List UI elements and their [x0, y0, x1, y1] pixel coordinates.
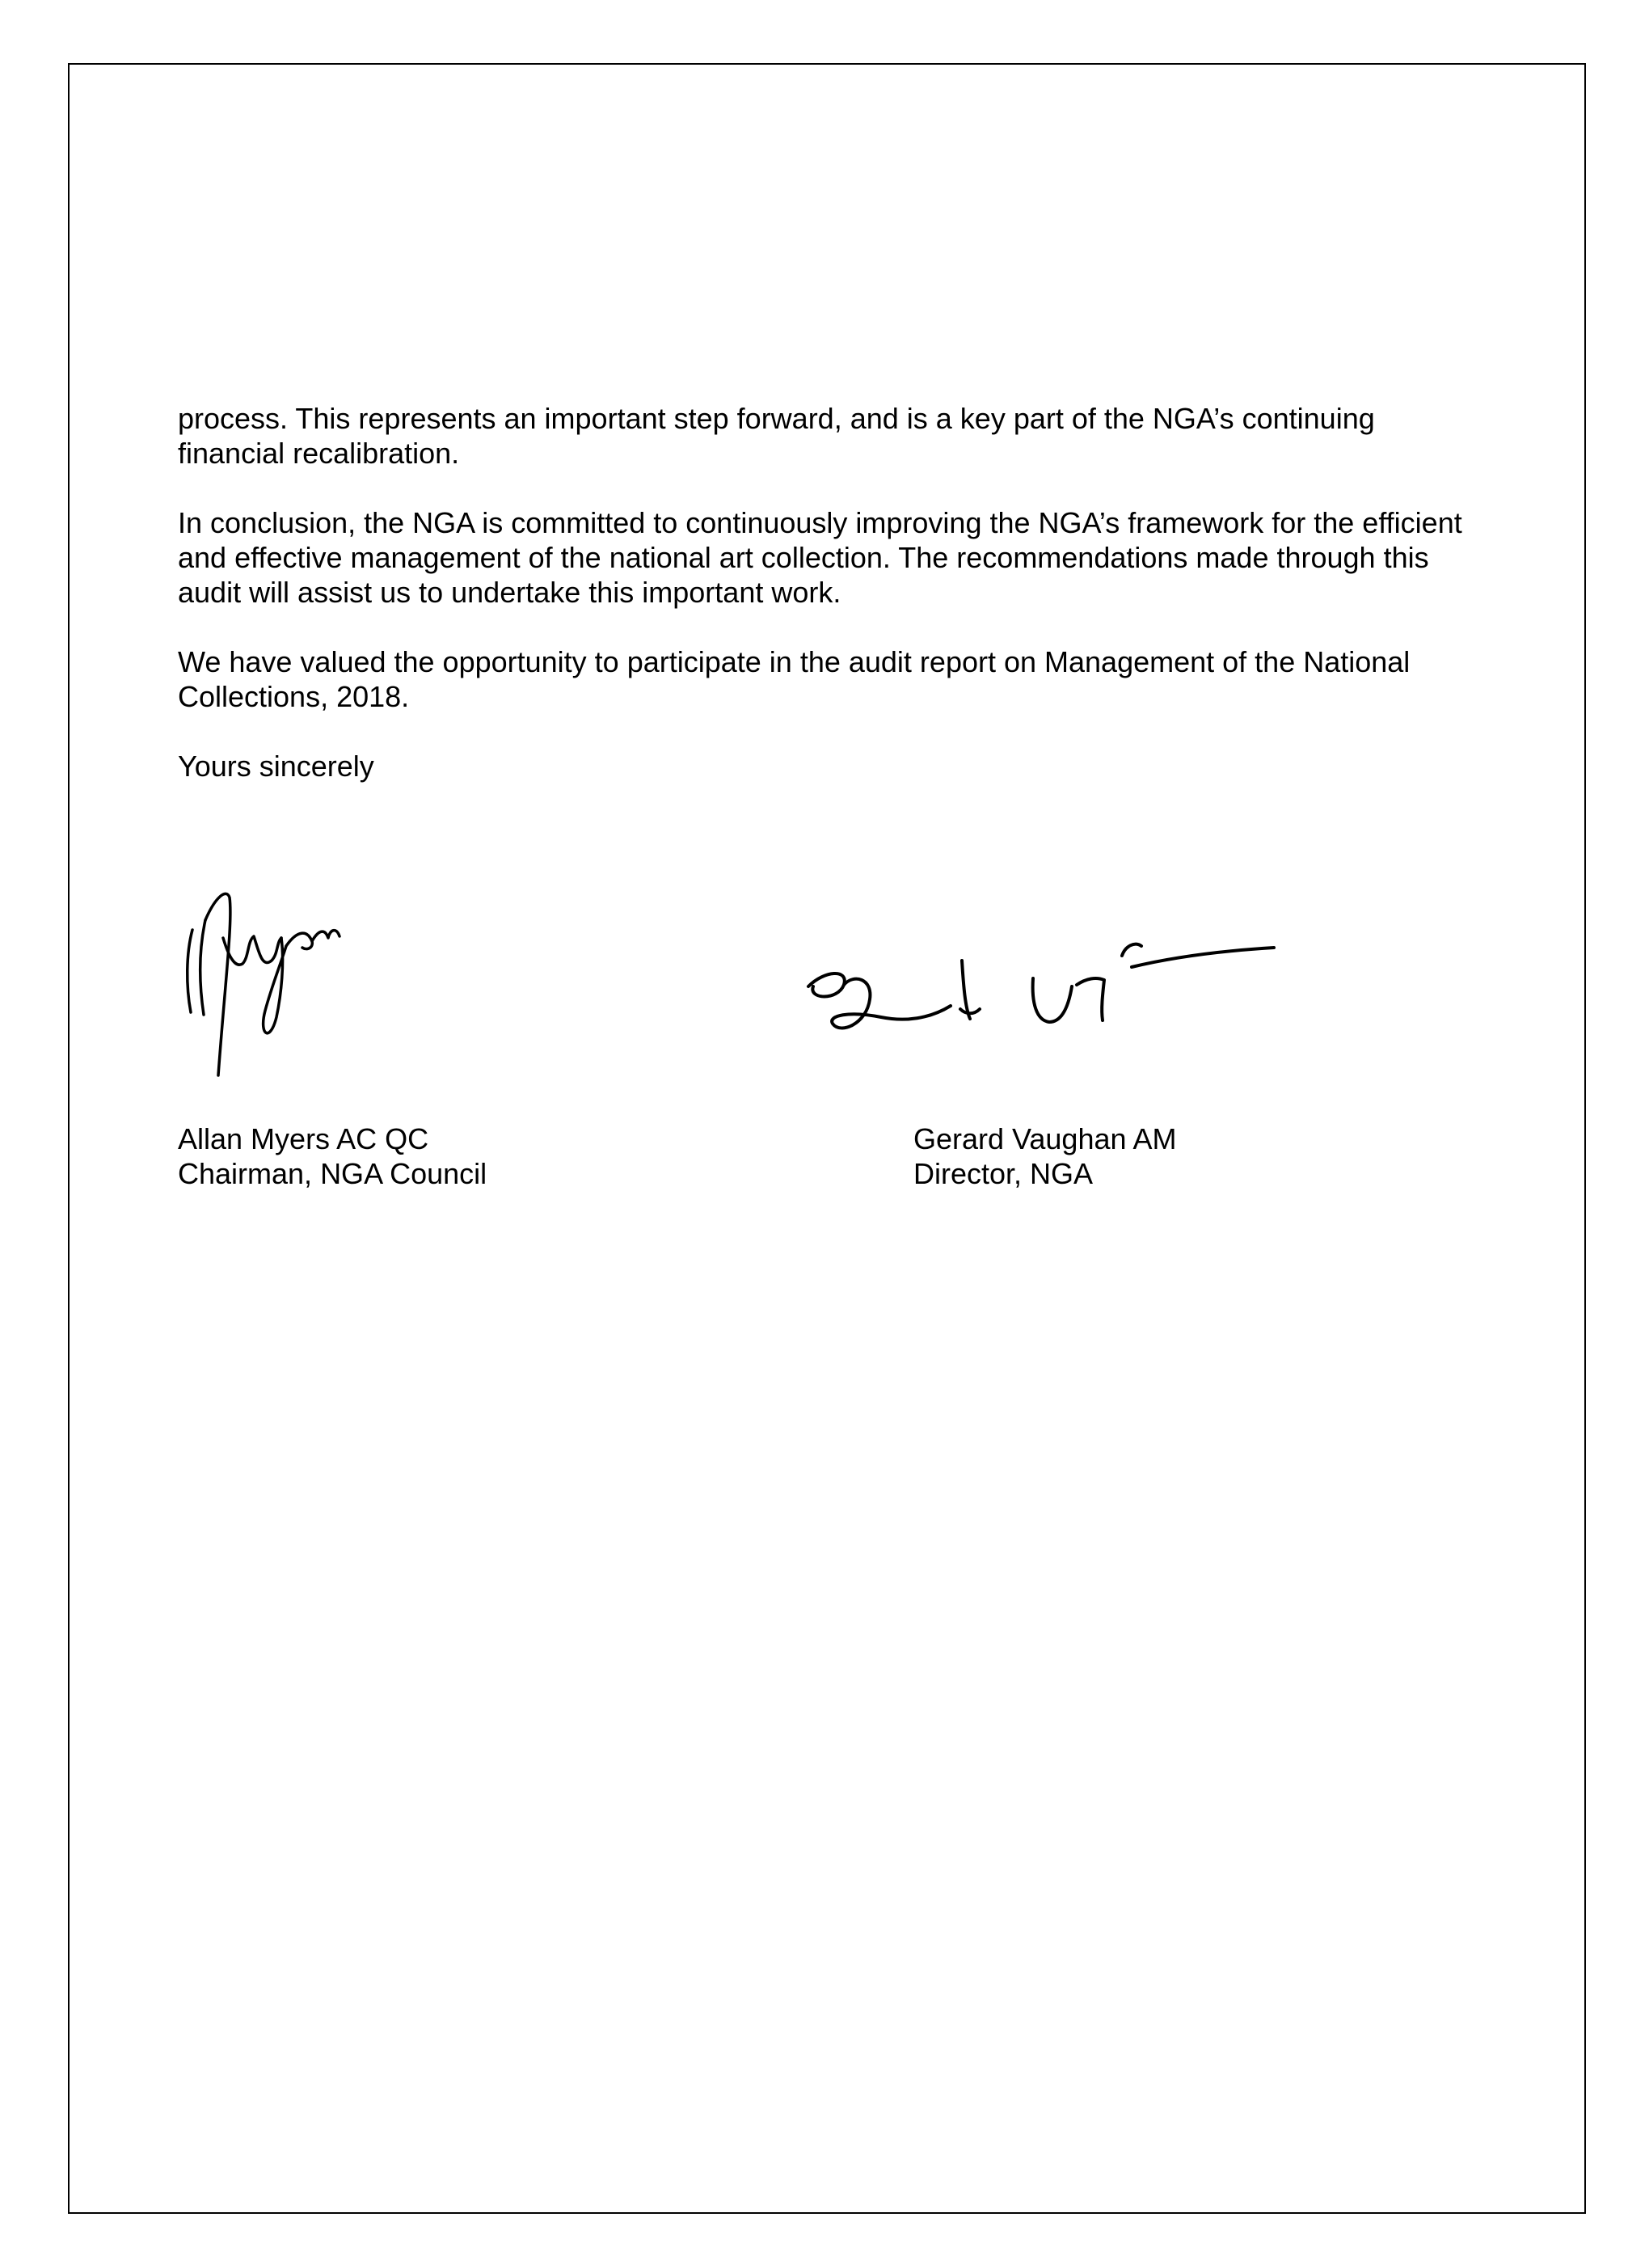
paragraph-audit-opportunity: We have valued the opportunity to participate in the audit report on Management of the National Collections, 2018. — [178, 645, 1411, 713]
signatory-block-director — [913, 1121, 1177, 1191]
signatory-title: Chairman, NGA Council — [178, 1157, 487, 1190]
paragraph-financial-recalibration: process. This represents an important step forward, and is a key part of the NGA’s continuing financial recalibration. — [178, 402, 1375, 470]
signature-gerard-vaughan — [792, 922, 1293, 1083]
signatory-name: Gerard Vaughan AM — [913, 1122, 1177, 1155]
paragraph-conclusion: In conclusion, the NGA is committed to continuously improving the NGA’s framework for the efficient and effective management of the national art collection. The recommendations made through this audit will assist us to undertake this important work. — [178, 506, 1462, 609]
signatory-title: Director, NGA — [913, 1157, 1094, 1190]
signatory-name: Allan Myers AC QC — [178, 1122, 429, 1155]
closing-salutation: Yours sincerely — [178, 750, 374, 783]
signatory-block-chairman — [178, 1121, 487, 1191]
signature-allan-myers — [178, 873, 388, 1083]
letter-body — [178, 401, 1471, 783]
